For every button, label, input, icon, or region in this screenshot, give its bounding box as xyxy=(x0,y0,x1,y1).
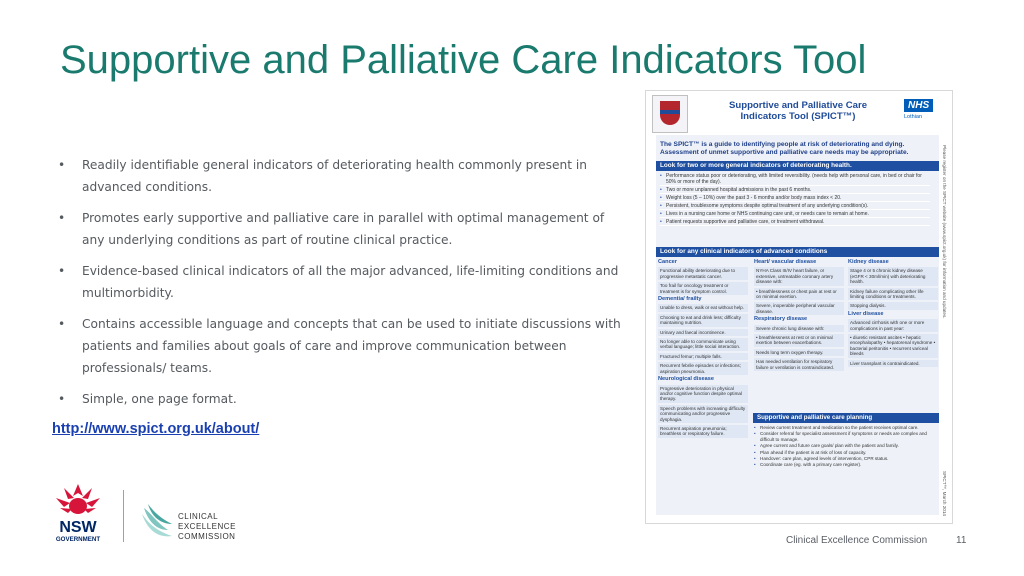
bullet-text: Contains accessible language and concepts that can be used to initiate discussions with patients and families about goals of care and improve communication between professionals/ teams. xyxy=(82,317,621,375)
nsw-government-text: GOVERNMENT xyxy=(55,536,101,543)
condition-heading: Dementia/ frailty xyxy=(658,296,702,303)
bullet-text: Promotes early supportive and palliative care in parallel with optimal management of any underlying conditions as part of routine clinical practice. xyxy=(82,211,605,247)
condition-heading: Respiratory disease xyxy=(754,316,808,323)
document-title xyxy=(698,100,898,122)
care-planning-heading: Supportive and palliative care planning xyxy=(753,413,939,423)
list-item: • Two or more unplanned hospital admissions in the past 6 months. xyxy=(660,187,930,194)
list-item: • Performance status poor or deteriorating, with limited reversibility. (needs help with personal care, in bed or chair for 50% or more of the day). xyxy=(660,173,930,186)
condition-heading: Heart/ vascular disease xyxy=(754,259,817,265)
side-date xyxy=(935,131,949,516)
bullet-marker: • xyxy=(58,211,66,225)
condition-heading: Cancer xyxy=(658,259,677,265)
list-item: • Coordinate care (eg. with a primary care register). xyxy=(754,462,936,467)
bullet-list xyxy=(58,154,628,419)
bullet-item xyxy=(58,260,628,304)
list-item: • Weight loss (5 – 10%) over the past 3 - 6 months and/or body mass index < 20. xyxy=(660,195,930,202)
bullet-text: Evidence-based clinical indicators of all the major advanced, life-limiting conditions and multimorbidity. xyxy=(82,264,619,300)
university-crest-icon xyxy=(652,95,688,133)
indicator-text: Unable to dress, walk or eat without help. xyxy=(658,304,748,311)
indicator-text: Advanced cirrhosis with one or more complications in past year: xyxy=(848,319,938,332)
nhs-logo: NHS xyxy=(904,99,933,112)
list-item: • Lives in a nursing care home or NHS continuing care unit, or needs care to remain at home. xyxy=(660,211,930,218)
bullet-marker: • xyxy=(58,392,66,406)
indicator-text: Recurrent febrile episodes or infections; aspiration pneumonia. xyxy=(658,362,748,375)
cec-text-line: CLINICAL xyxy=(178,512,219,521)
spict-document-image xyxy=(645,90,953,524)
bullet-marker: • xyxy=(58,158,66,172)
indicator-text: Choosing to eat and drink less; difficulty maintaining nutrition. xyxy=(658,314,748,327)
slide-title: Supportive and Palliative Care Indicators Tool xyxy=(60,38,867,82)
logo-divider xyxy=(123,490,124,542)
bullet-item xyxy=(58,154,628,198)
list-item: • Review current treatment and medication so the patient receives optimal care. xyxy=(754,425,936,430)
nhs-region: Lothian xyxy=(904,114,923,120)
bullet-text: Readily identifiable general indicators of deteriorating health commonly present in advanced conditions. xyxy=(82,158,587,194)
list-item: • Patient requests supportive and palliative care, or treatment withdrawal. xyxy=(660,219,930,226)
indicator-text: • breathlessness or chest pain at rest or on minimal exertion. xyxy=(754,288,844,301)
care-planning-list xyxy=(754,425,936,469)
clinical-column-3 xyxy=(848,259,938,369)
general-indicators-heading: Look for two or more general indicators of deteriorating health. xyxy=(656,161,939,171)
clinical-column-1 xyxy=(658,259,748,440)
document-header xyxy=(646,91,952,131)
indicator-text: Functional ability deteriorating due to progressive metastatic cancer. xyxy=(658,267,748,280)
indicator-text: Recurrent aspiration pneumonia; breathless or respiratory failure. xyxy=(658,425,748,438)
indicator-text: NYHA Class III/IV heart failure, or extensive, untreatable coronary artery disease with: xyxy=(754,267,844,285)
cec-logo-icon xyxy=(138,500,176,540)
page-number: 11 xyxy=(956,535,967,546)
list-item: • Agree current and future care goals/ plan with the patient and family. xyxy=(754,443,936,448)
indicator-text: Needs long term oxygen therapy. xyxy=(754,349,844,356)
clinical-column-2 xyxy=(754,259,844,373)
indicator-text: Has needed ventilation for respiratory failure or ventilation is contraindicated. xyxy=(754,358,844,371)
indicator-text: Severe, inoperable peripheral vascular disease. xyxy=(754,302,844,315)
indicator-text: Speech problems with increasing difficulty communicating and/or progressive dysphagia. xyxy=(658,405,748,423)
indicator-text: No longer able to communicate using verbal language; little social interaction. xyxy=(658,338,748,351)
cec-wordmark xyxy=(178,512,236,542)
side-date-text: SPICT™, March 2014 xyxy=(942,471,947,516)
indicator-text: Stopping dialysis. xyxy=(848,302,938,309)
indicator-text: Liver transplant is contraindicated. xyxy=(848,360,938,367)
footer-organisation: Clinical Excellence Commission xyxy=(786,535,928,546)
side-note-text: Please register on the SPICT website (www.spict.org.uk) for information and updates. xyxy=(942,145,947,319)
list-item: • Persistent, troublesome symptoms despite optimal treatment of any underlying condition(s). xyxy=(660,203,930,210)
document-title-line: Indicators Tool (SPICT™) xyxy=(740,111,856,122)
waratah-icon xyxy=(56,484,100,514)
condition-heading: Liver disease xyxy=(848,310,884,317)
bullet-item xyxy=(58,313,628,379)
document-title-line: Supportive and Palliative Care xyxy=(728,100,868,111)
nsw-wordmark: NSW xyxy=(59,519,97,536)
list-item: • Plan ahead if the patient is at risk of loss of capacity. xyxy=(754,450,936,455)
list-item: • Handover: care plan, agreed levels of intervention, CPR status. xyxy=(754,456,936,461)
bullet-item xyxy=(58,207,628,251)
indicator-text: Severe chronic lung disease with: xyxy=(754,325,844,332)
cec-text-line: EXCELLENCE xyxy=(178,522,236,531)
document-intro: The SPICT™ is a guide to identifying people at risk of deteriorating and dying. Assessment of unmet supportive and palliative care needs may be appropriate. xyxy=(660,141,909,156)
bullet-marker: • xyxy=(58,264,66,278)
cec-text-line: COMMISSION xyxy=(178,532,236,541)
indicator-text: Stage 4 or 5 chronic kidney disease (eGFR < 30ml/min) with deteriorating health. xyxy=(848,267,938,285)
clinical-indicators-heading: Look for any clinical indicators of advanced conditions xyxy=(656,247,939,257)
bullet-marker: • xyxy=(58,317,66,331)
general-indicators-list xyxy=(660,173,930,227)
indicator-text: Progressive deterioration in physical and/or cognitive function despite optimal therapy. xyxy=(658,385,748,403)
indicator-text: • breathlessness at rest or on minimal exertion between exacerbations. xyxy=(754,334,844,347)
indicator-text: Fractured femur; multiple falls. xyxy=(658,353,748,360)
nsw-government-logo xyxy=(50,482,106,548)
indicator-text: Too frail for oncology treatment or treatment is for symptom control. xyxy=(658,282,748,295)
indicator-text: Kidney failure complicating other life limiting conditions or treatments. xyxy=(848,288,938,301)
bullet-item xyxy=(58,388,628,410)
indicator-text: Urinary and faecal incontinence. xyxy=(658,329,748,336)
indicator-text: • diuretic resistant ascites • hepatic encephalopathy • hepatorenal syndrome • bacterial peritonitis • recurrent variceal bleeds xyxy=(848,334,938,358)
condition-heading: Kidney disease xyxy=(848,259,889,265)
spict-about-link[interactable]: http://www.spict.org.uk/about/ xyxy=(52,421,260,437)
condition-heading: Neurological disease xyxy=(658,376,714,383)
list-item: • Consider referral for specialist assessment if symptoms or needs are complex and difficult to manage. xyxy=(754,431,936,442)
bullet-text: Simple, one page format. xyxy=(82,392,237,406)
